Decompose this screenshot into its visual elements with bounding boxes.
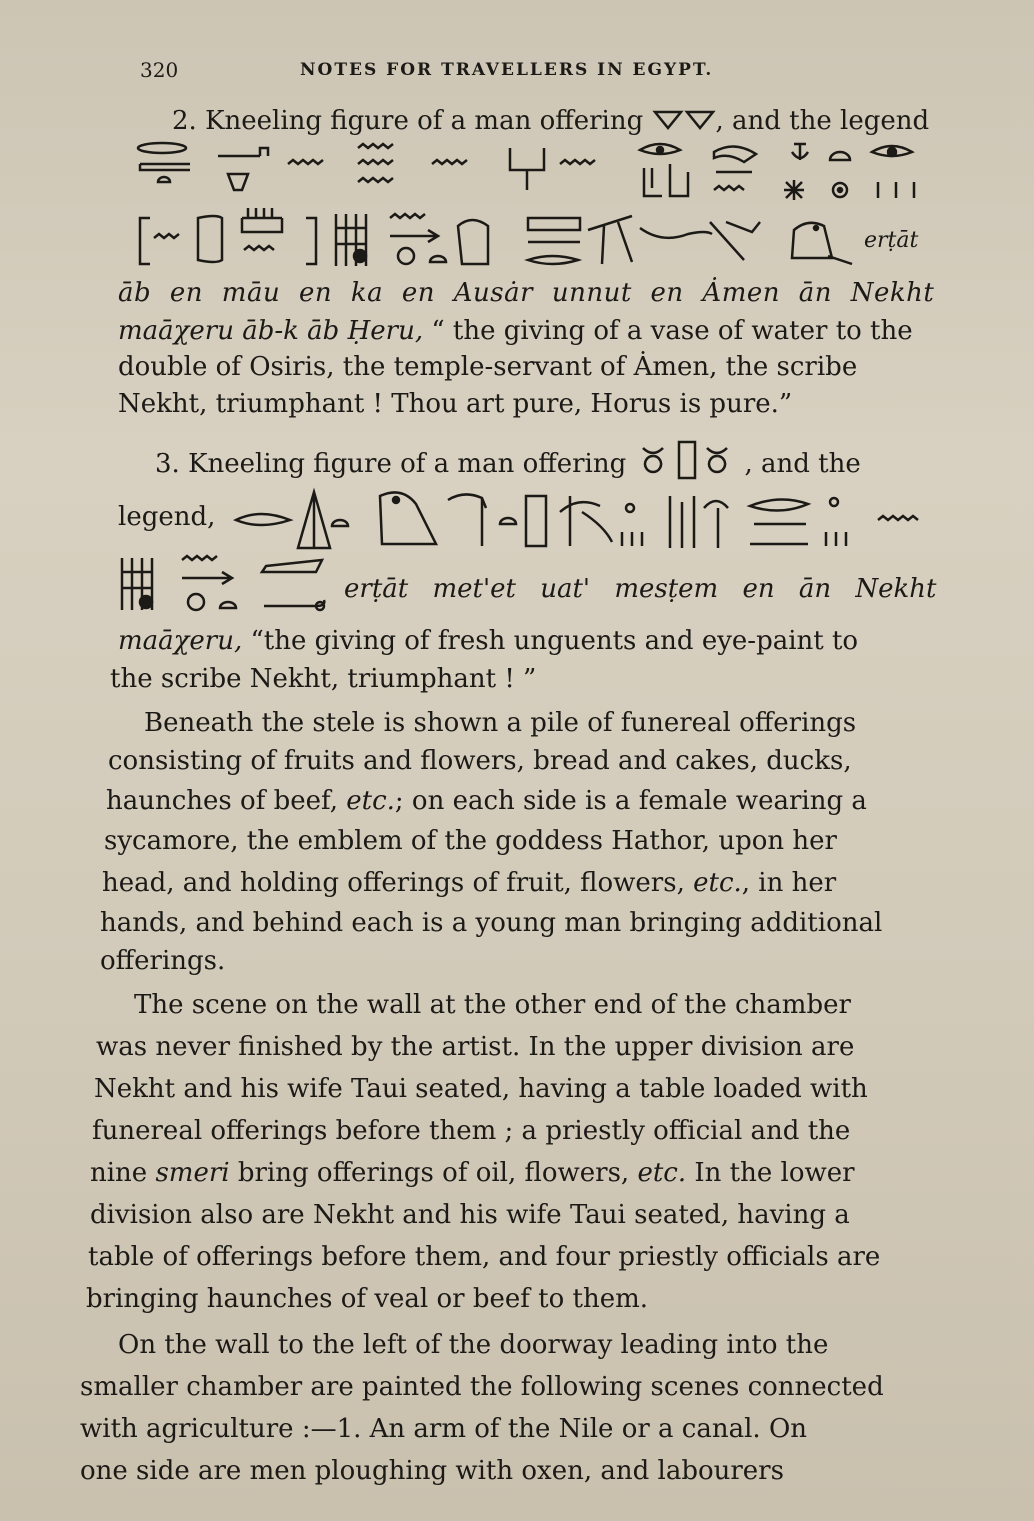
- para1-line4: sycamore, the emblem of the goddess Hathor, upon her: [104, 826, 837, 856]
- para2-line5: [90, 1156, 855, 1190]
- para1-line3-a: haunches of beef,: [106, 786, 338, 816]
- para1-line5-b: , in her: [741, 868, 837, 898]
- item3-quote-line2: the scribe Nekht, triumphant ! ”: [110, 664, 537, 694]
- item2-transliteration-2: maāχeru āb-k āb Ḥeru,: [118, 316, 424, 346]
- item2-line1: [172, 104, 929, 138]
- vessel-group-icon: [635, 438, 745, 482]
- item3-intro-text: 3. Kneeling figure of a man offering: [155, 449, 627, 479]
- page-number: 320: [140, 58, 179, 82]
- para1-line3: [106, 784, 867, 818]
- para1-line6: hands, and behind each is a young man bringing additional: [100, 908, 883, 938]
- para1-line7: offerings.: [100, 946, 226, 976]
- hieroglyph-group-3-icon: [230, 486, 940, 550]
- para2-line5-c: In the lower: [694, 1158, 855, 1188]
- para3-line2: smaller chamber are painted the following scenes connected: [80, 1372, 884, 1402]
- hieroglyph-group-2-icon: [132, 204, 872, 274]
- para2-line6: division also are Nekht and his wife Taui seated, having a: [90, 1200, 850, 1230]
- item3-quote-line1: [118, 624, 858, 658]
- running-title: NOTES FOR TRAVELLERS IN EGYPT.: [300, 60, 714, 80]
- para2-line7: table of offerings before them, and four priestly officials are: [88, 1242, 881, 1272]
- hieroglyph-group-4-icon: [116, 548, 356, 618]
- para1-line5-a: head, and holding offerings of fruit, flowers,: [102, 868, 685, 898]
- para2-smeri: smeri: [155, 1158, 230, 1188]
- para3-line4: one side are men ploughing with oxen, and labourers: [80, 1456, 784, 1486]
- para1-line3-b: ; on each side is a female wearing a: [394, 786, 867, 816]
- item3-transliteration-2: maāχeru,: [118, 626, 243, 656]
- para1-line5: [102, 866, 836, 900]
- item2-intro-text: 2. Kneeling figure of a man offering: [172, 106, 644, 136]
- para1-etc-1: etc.: [346, 786, 395, 816]
- item2-erdat: erṭāt: [864, 228, 919, 253]
- para2-line2: was never finished by the artist. In the upper division are: [96, 1032, 855, 1062]
- para3-line3: with agriculture :—1. An arm of the Nile or a canal. On: [80, 1414, 808, 1444]
- hieroglyph-group-1-icon: [132, 138, 922, 200]
- item2-quote-line3: Nekht, triumphant ! Thou art pure, Horus is pure.”: [118, 389, 793, 419]
- para2-line5-b: bring offerings of oil, flowers,: [237, 1158, 630, 1188]
- page-header: [140, 58, 780, 88]
- vase-pair-icon: [652, 109, 716, 131]
- item2-transliteration: āb en māu en ka en Ausȧr unnut en Ȧmen ān Nekht: [118, 278, 935, 308]
- para2-line4: funereal offerings before them ; a priestly official and the: [92, 1116, 851, 1146]
- para2-line1: The scene on the wall at the other end of the chamber: [134, 990, 851, 1020]
- item3-line1: [155, 438, 861, 482]
- para1-line1: Beneath the stele is shown a pile of funereal offerings: [144, 708, 857, 738]
- para3-line1: On the wall to the left of the doorway leading into the: [118, 1330, 829, 1360]
- item2-quote-line1: [118, 314, 913, 348]
- para1-line2: consisting of fruits and flowers, bread and cakes, ducks,: [108, 746, 852, 776]
- item2-legend-text: , and the legend: [715, 106, 930, 136]
- item3-legend-label: legend,: [118, 502, 216, 532]
- para1-etc-2: etc.: [693, 868, 742, 898]
- hieroglyph-row-1: [132, 138, 922, 198]
- item2-quote-1: “ the giving of a vase of water to the: [431, 316, 913, 346]
- item3-transliteration: erṭāt met'et uat' mesṭem en ān Nekht: [344, 574, 937, 604]
- para2-line3: Nekht and his wife Taui seated, having a table loaded with: [94, 1074, 868, 1104]
- item2-quote-line2: double of Osiris, the temple-servant of Ȧmen, the scribe: [118, 352, 858, 382]
- item3-and-the: , and the: [744, 449, 861, 479]
- hieroglyph-row-4: [116, 548, 356, 618]
- hieroglyph-row-3: [230, 486, 940, 546]
- para2-line5-a: nine: [90, 1158, 148, 1188]
- para2-etc: etc.: [637, 1158, 687, 1188]
- para2-line8: bringing haunches of veal or beef to them.: [86, 1284, 648, 1314]
- item3-quote-1: “the giving of fresh unguents and eye-paint to: [250, 626, 859, 656]
